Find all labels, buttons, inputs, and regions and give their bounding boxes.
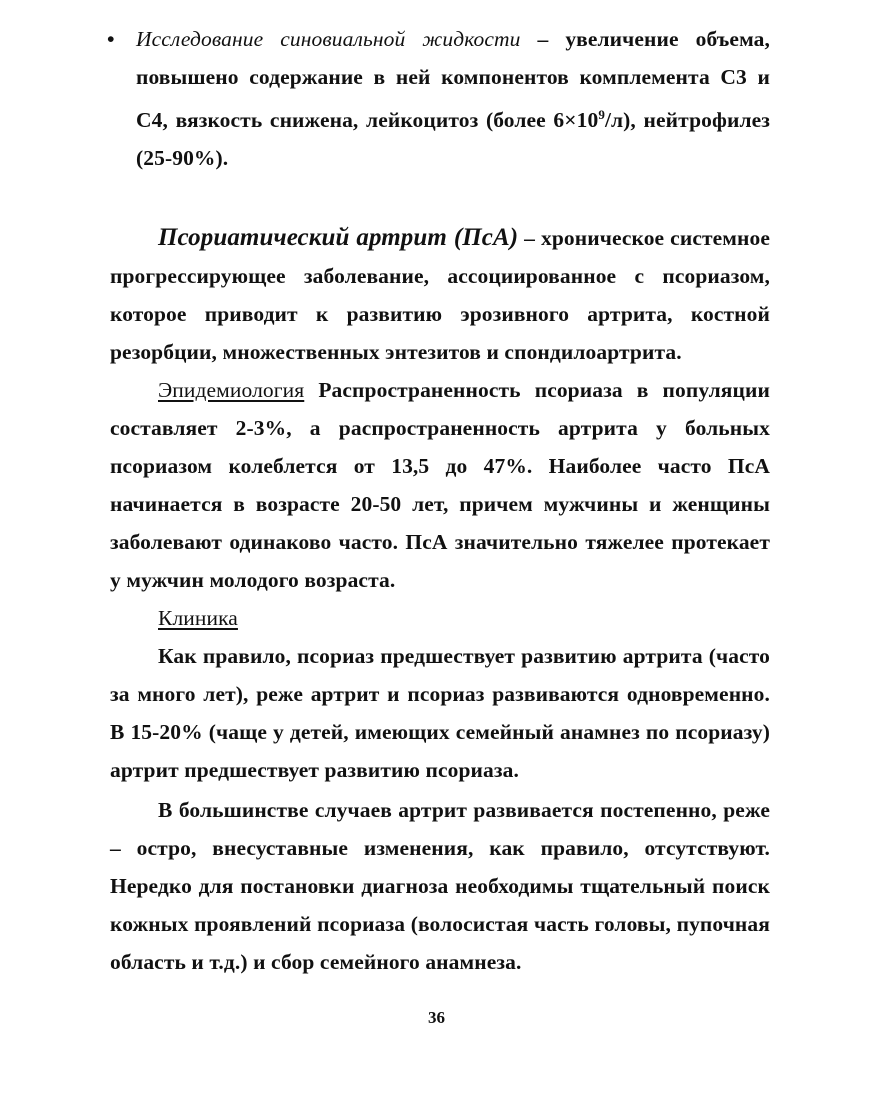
psa-term: Псориатический артрит (ПсА) <box>158 224 519 252</box>
epidemiology-paragraph <box>110 371 770 599</box>
spacer <box>110 177 770 219</box>
clinic-heading <box>158 599 770 637</box>
page-number: 36 <box>428 1008 445 1027</box>
synovial-text-a: увеличение объема, повышено содержание в ней компонентов комплемента С3 и С4, вязкость снижена, лейкоцитоз (более 6×10 <box>136 27 770 133</box>
psa-definition-paragraph <box>110 219 770 371</box>
psa-dash: – <box>518 226 541 251</box>
epidemiology-text: Распространенность псориаза в популяции составляет 2-3%, а распространенность артрита у больных псориазом колеблется от 13,5 до 47%. Наиболее часто ПсА начинается в возрасте 20-50 лет, причем мужчины и женщины заболевают одинаково часто. ПсА значительно тяжелее протекает у мужчин молодого возраста. <box>110 378 770 593</box>
clinic-label: Клиника <box>158 606 238 631</box>
synovial-fluid-paragraph <box>136 20 770 177</box>
synovial-text-b: /л), нейтрофилез (25-90%). <box>136 108 770 171</box>
psa-definition: хроническое системное прогрессирующее заболевание, ассоциированное с псориазом, которое приводит к развитию эрозивного артрита, костной резорбции, множественных энтезитов и спондилоартрита. <box>110 226 770 365</box>
synovial-dash: – <box>520 27 566 51</box>
epidemiology-label: Эпидемиология <box>158 378 305 403</box>
clinic-paragraph-1: Как правило, псориаз предшествует развитию артрита (часто за много лет), реже артрит и псориаз развиваются одновременно. В 15-20% (чаще у детей, имеющих семейный анамнез по псориазу) артрит предшествует развитию псориаза. <box>110 644 770 783</box>
synovial-fluid-item <box>107 20 770 177</box>
synovial-fluid-term: Исследование синовиальной жидкости <box>136 27 521 51</box>
bullet-marker: • <box>107 27 115 51</box>
clinic-paragraph-2: В большинстве случаев артрит развивается постепенно, реже – остро, внесуставные изменения, как правило, отсутствуют. Нередко для постановки диагноза необходимы тщательный поиск кожных проявлений псориаза (волосистая часть головы, пупочная область и т.д.) и сбор семейного анамнеза. <box>110 798 770 975</box>
synovial-exponent: 9 <box>598 107 605 122</box>
